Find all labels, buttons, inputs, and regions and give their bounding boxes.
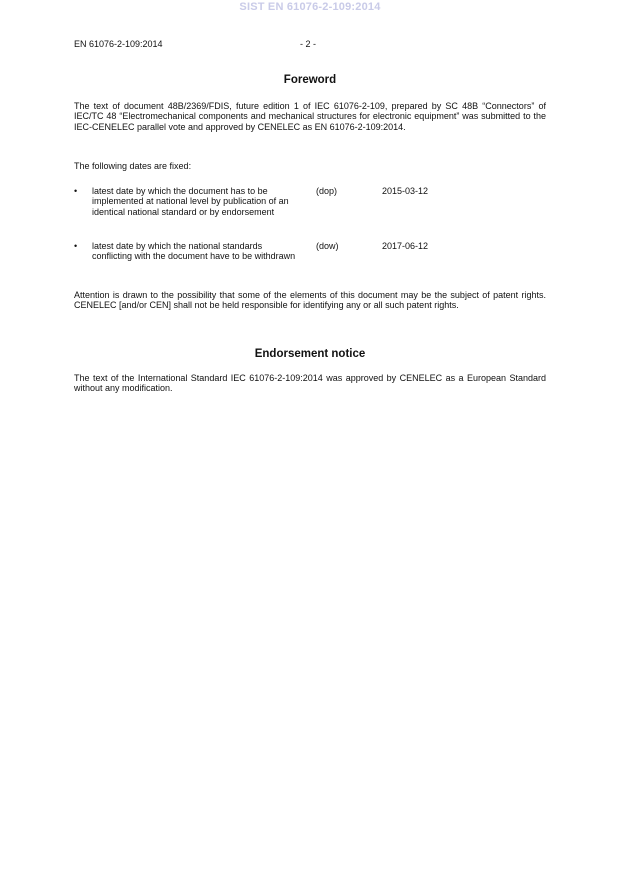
date-item-description: latest date by which the document has to be implemented at national level by publication of an identical national standard or by endorsement [92,186,289,217]
date-item-abbreviation: (dow) [316,241,339,251]
patent-attention-paragraph: Attention is drawn to the possibility that some of the elements of this document may be the subject of patent rights. CENELEC [and/or CEN] shall not be held responsible for identifying any or all such patent rights. [74,290,546,311]
date-item-description: latest date by which the national standards conflicting with the document have to be withdrawn [92,241,296,262]
foreword-intro-paragraph: The text of document 48B/2369/FDIS, future edition 1 of IEC 61076-2-109, prepared by SC 48B “Connectors” of IEC/TC 48 “Electromechanical components and mechanical structures for electronic equipment” was submitted to the IEC-CENELEC parallel vote and approved by CENELEC as EN 61076-2-109:2014. [74,101,546,132]
date-item-abbreviation: (dop) [316,186,338,196]
document-reference: EN 61076-2-109:2014 [74,39,163,49]
endorsement-paragraph: The text of the International Standard IEC 61076-2-109:2014 was approved by CENELEC as a European Standard without any modification. [74,373,546,394]
watermark: SIST EN 61076-2-109:2014 [239,1,381,13]
bullet-icon: • [74,241,78,251]
dates-intro-paragraph: The following dates are fixed: [74,161,192,171]
page-number: - 2 - [300,39,317,49]
bullet-icon: • [74,186,78,196]
foreword-heading: Foreword [283,74,337,86]
date-item-date: 2017-06-12 [382,241,429,251]
date-item-date: 2015-03-12 [382,186,429,196]
endorsement-heading: Endorsement notice [254,348,366,360]
